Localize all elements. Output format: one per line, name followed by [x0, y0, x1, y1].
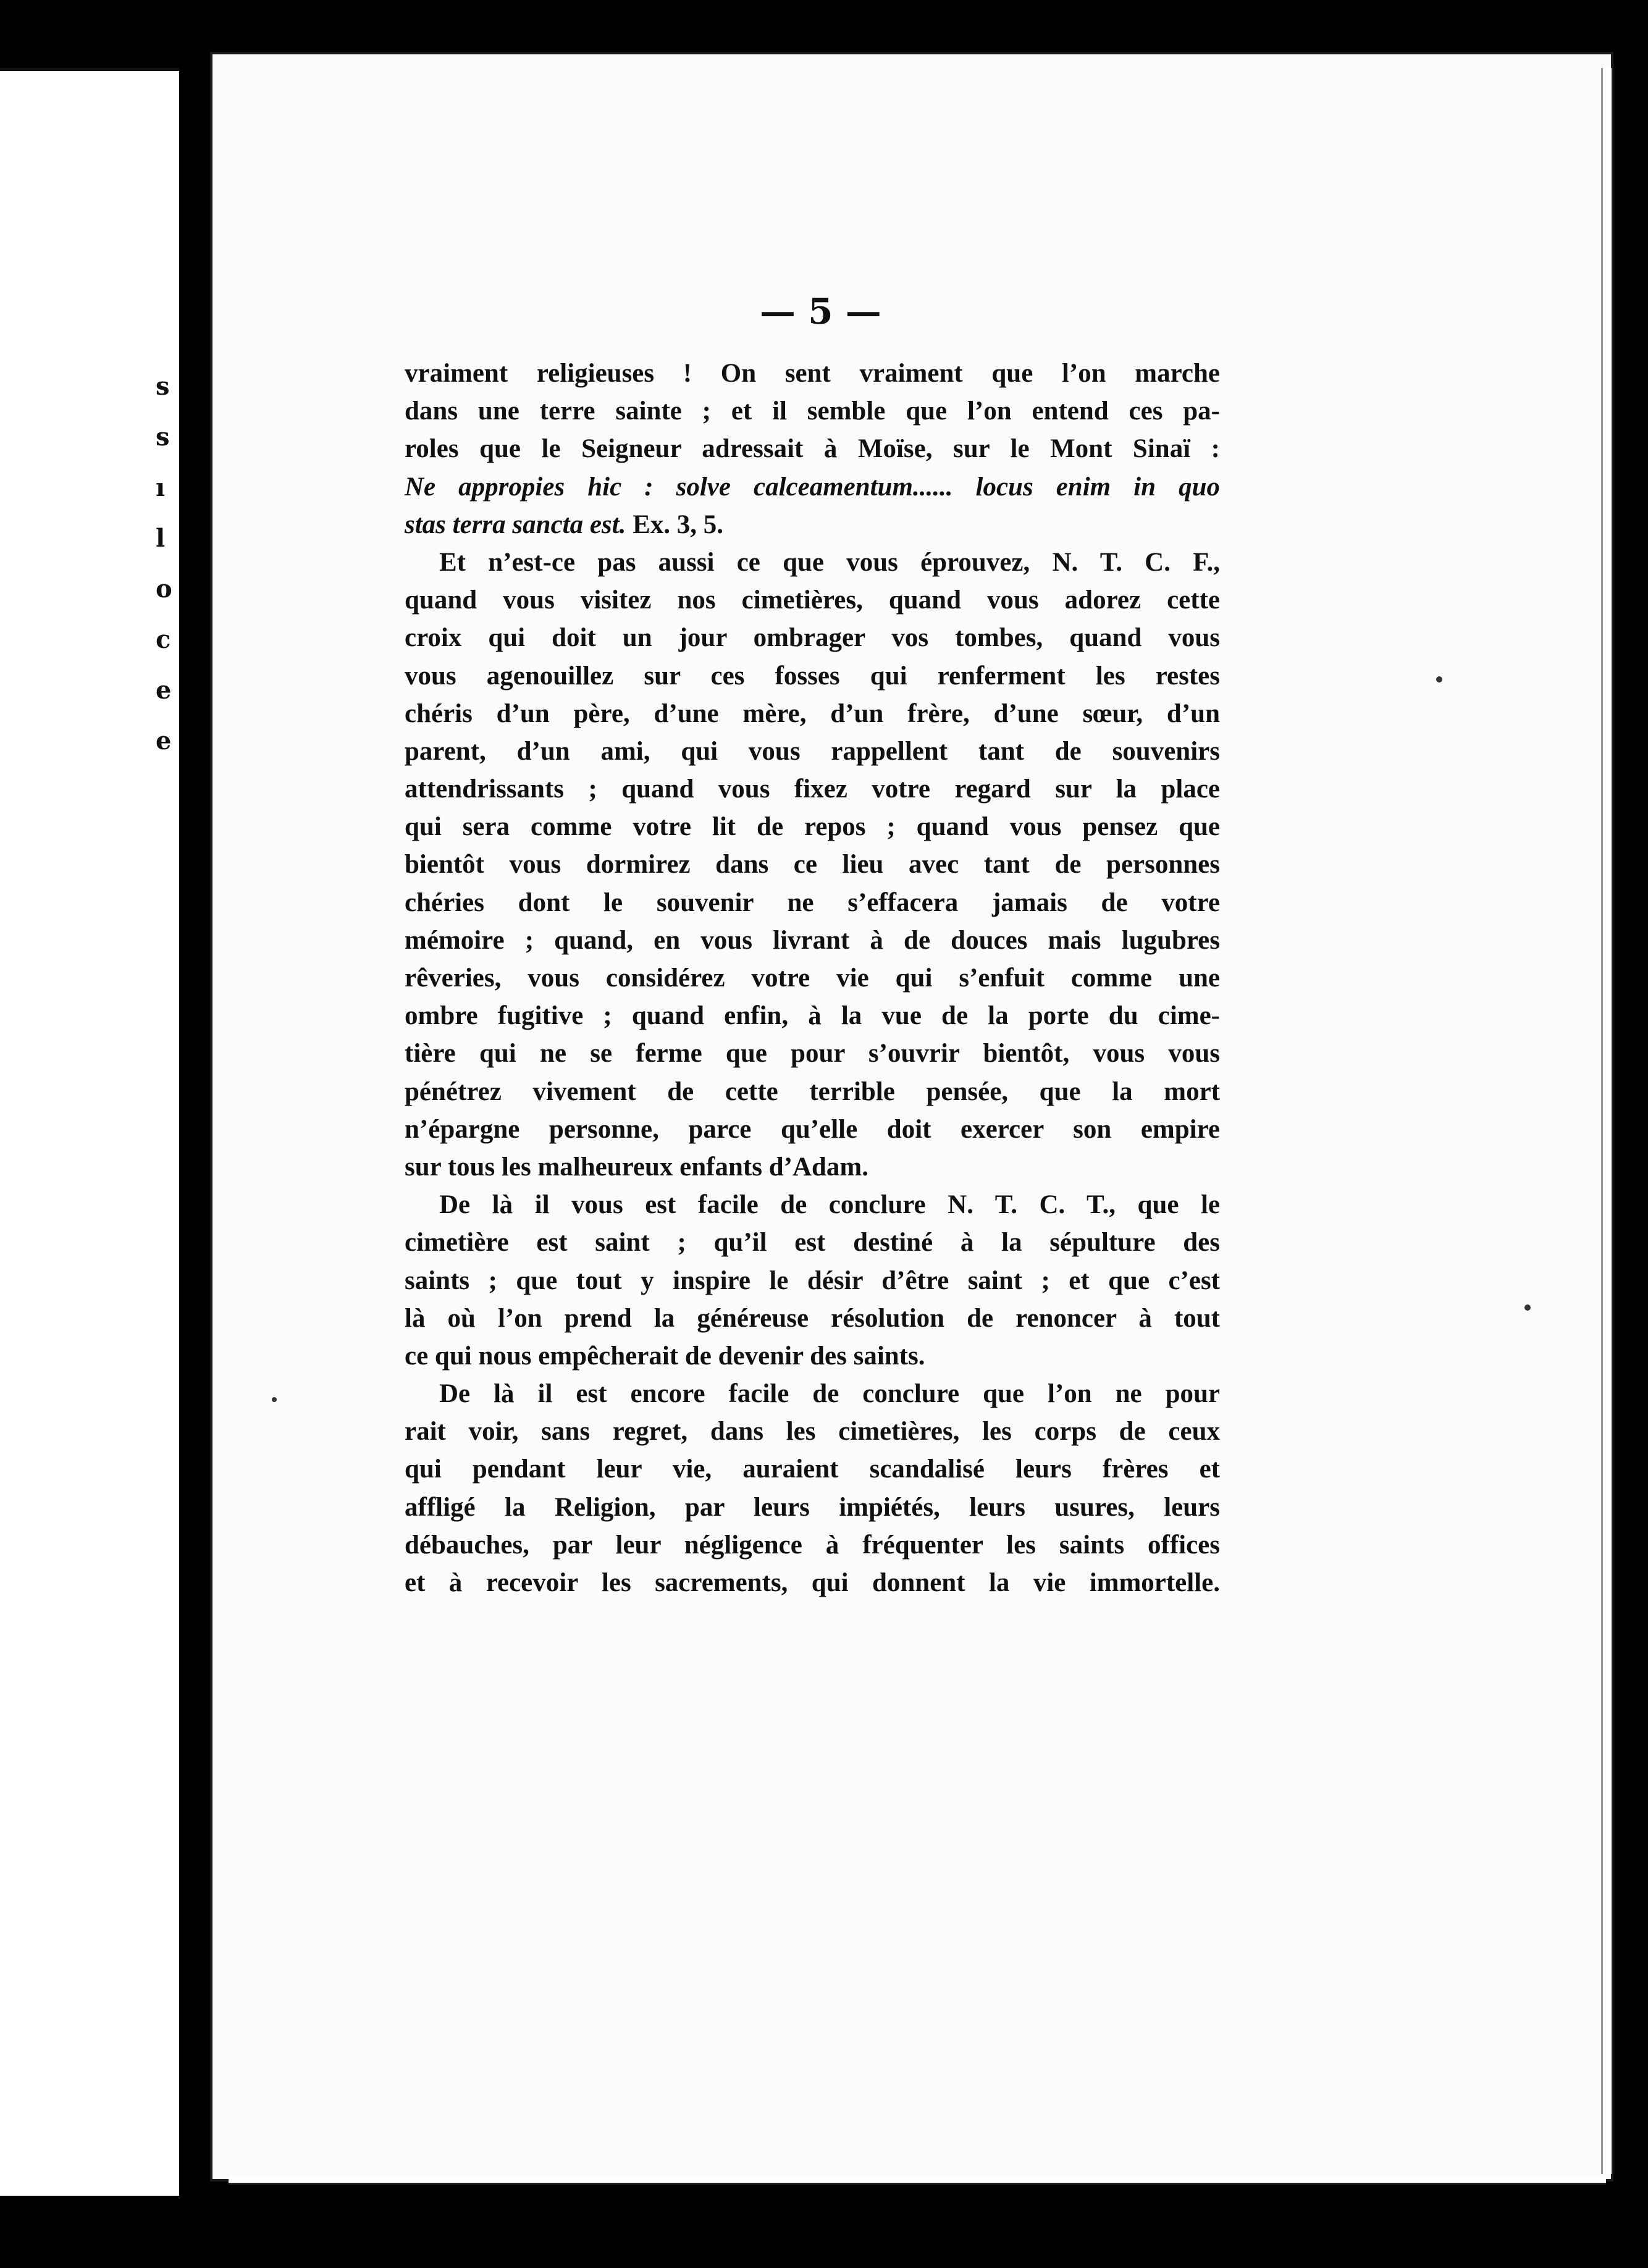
text-line: ce qui nous empêcherait de devenir des saints.: [405, 1341, 925, 1371]
page-bottom-edge: [229, 2175, 1606, 2185]
text-line: dans une terre sainte ; et il semble que l’on entend ces pa-: [405, 397, 1220, 426]
text-line: rêveries, vous considérez votre vie qui s’enfuit comme une: [405, 964, 1220, 993]
latin-quote: stas terra sancta est.: [405, 510, 626, 539]
text-line: pénétrez vivement de cette terrible pensée, que la mort: [405, 1077, 1220, 1106]
text-line: croix qui doit un jour ombrager vos tombes, quand vous: [405, 623, 1220, 653]
text-line: n’épargne personne, parce qu’elle doit exercer son empire: [405, 1114, 1220, 1144]
ink-speck: [1436, 676, 1442, 682]
text-line: parent, d’un ami, qui vous rappellent tant de souvenirs: [405, 736, 1220, 766]
left-edge-mark: e: [156, 676, 172, 705]
ink-speck: [1524, 1304, 1531, 1311]
left-edge-mark: l: [156, 524, 166, 553]
body-text: [405, 355, 1220, 1602]
left-edge-mark: s: [156, 372, 170, 401]
page-number: — 5 —: [760, 290, 881, 332]
text-line: saints ; que tout y inspire le désir d’être saint ; et que c’est: [405, 1266, 1220, 1295]
text-line: cimetière est saint ; qu’il est destiné à la sépulture des: [405, 1228, 1220, 1258]
left-edge-mark: ı: [156, 473, 166, 502]
text-line: vous agenouillez sur ces fosses qui renferment les restes: [405, 661, 1220, 691]
text-line: tière qui ne se ferme que pour s’ouvrir bientôt, vous vous: [405, 1039, 1220, 1069]
left-page: [0, 68, 179, 2196]
text-line: De là il est encore facile de conclure que l’on ne pour: [439, 1379, 1220, 1409]
text-line: affligé la Religion, par leurs impiétés, leurs usures, leurs: [405, 1492, 1220, 1522]
text-line: mémoire ; quand, en vous livrant à de douces mais lugubres: [405, 925, 1220, 955]
left-edge-mark: c: [156, 625, 171, 654]
text-line: Et n’est-ce pas aussi ce que vous éprouvez, N. T. C. F.,: [439, 547, 1220, 577]
text-line: ombre fugitive ; quand enfin, à la vue de la porte du cime-: [405, 1001, 1220, 1031]
text-line: attendrissants ; quand vous fixez votre regard sur la place: [405, 775, 1220, 804]
text-line: sur tous les malheureux enfants d’Adam.: [405, 1152, 868, 1182]
text-line: [405, 506, 1220, 544]
text-line: là où l’on prend la généreuse résolution de renoncer à tout: [405, 1303, 1220, 1333]
ink-speck: [272, 1397, 277, 1402]
text-line: débauches, par leur négligence à fréquenter les saints offices: [405, 1530, 1220, 1560]
text-line: Ne appropies hic : solve calceamentum...... locus enim in quo: [405, 472, 1220, 502]
left-edge-mark: s: [156, 422, 170, 452]
text-line: chéries dont le souvenir ne s’effacera jamais de votre: [405, 888, 1220, 917]
text-line: De là il vous est facile de conclure N. T. C. T., que le: [439, 1190, 1220, 1220]
left-edge-mark: e: [156, 726, 172, 755]
text-line: et à recevoir les sacrements, qui donnent la vie immortelle.: [405, 1568, 1220, 1597]
scripture-reference: Ex. 3, 5.: [626, 510, 724, 539]
text-line: vraiment religieuses ! On sent vraiment que l’on marche: [405, 359, 1220, 388]
page-right-edge: [1601, 68, 1613, 2174]
text-line: rait voir, sans regret, dans les cimetières, les corps de ceux: [405, 1417, 1220, 1447]
left-page-edge-text: [156, 361, 174, 766]
text-line: qui sera comme votre lit de repos ; quand vous pensez que: [405, 812, 1220, 842]
left-edge-mark: o: [156, 574, 172, 603]
text-line: qui pendant leur vie, auraient scandalisé leurs frères et: [405, 1455, 1220, 1484]
text-line: quand vous visitez nos cimetières, quand vous adorez cette: [405, 586, 1220, 615]
text-line: chéris d’un père, d’une mère, d’un frère, d’une sœur, d’un: [405, 699, 1220, 728]
text-line: bientôt vous dormirez dans ce lieu avec tant de personnes: [405, 850, 1220, 880]
text-line: roles que le Seigneur adressait à Moïse, sur le Mont Sinaï :: [405, 434, 1220, 464]
